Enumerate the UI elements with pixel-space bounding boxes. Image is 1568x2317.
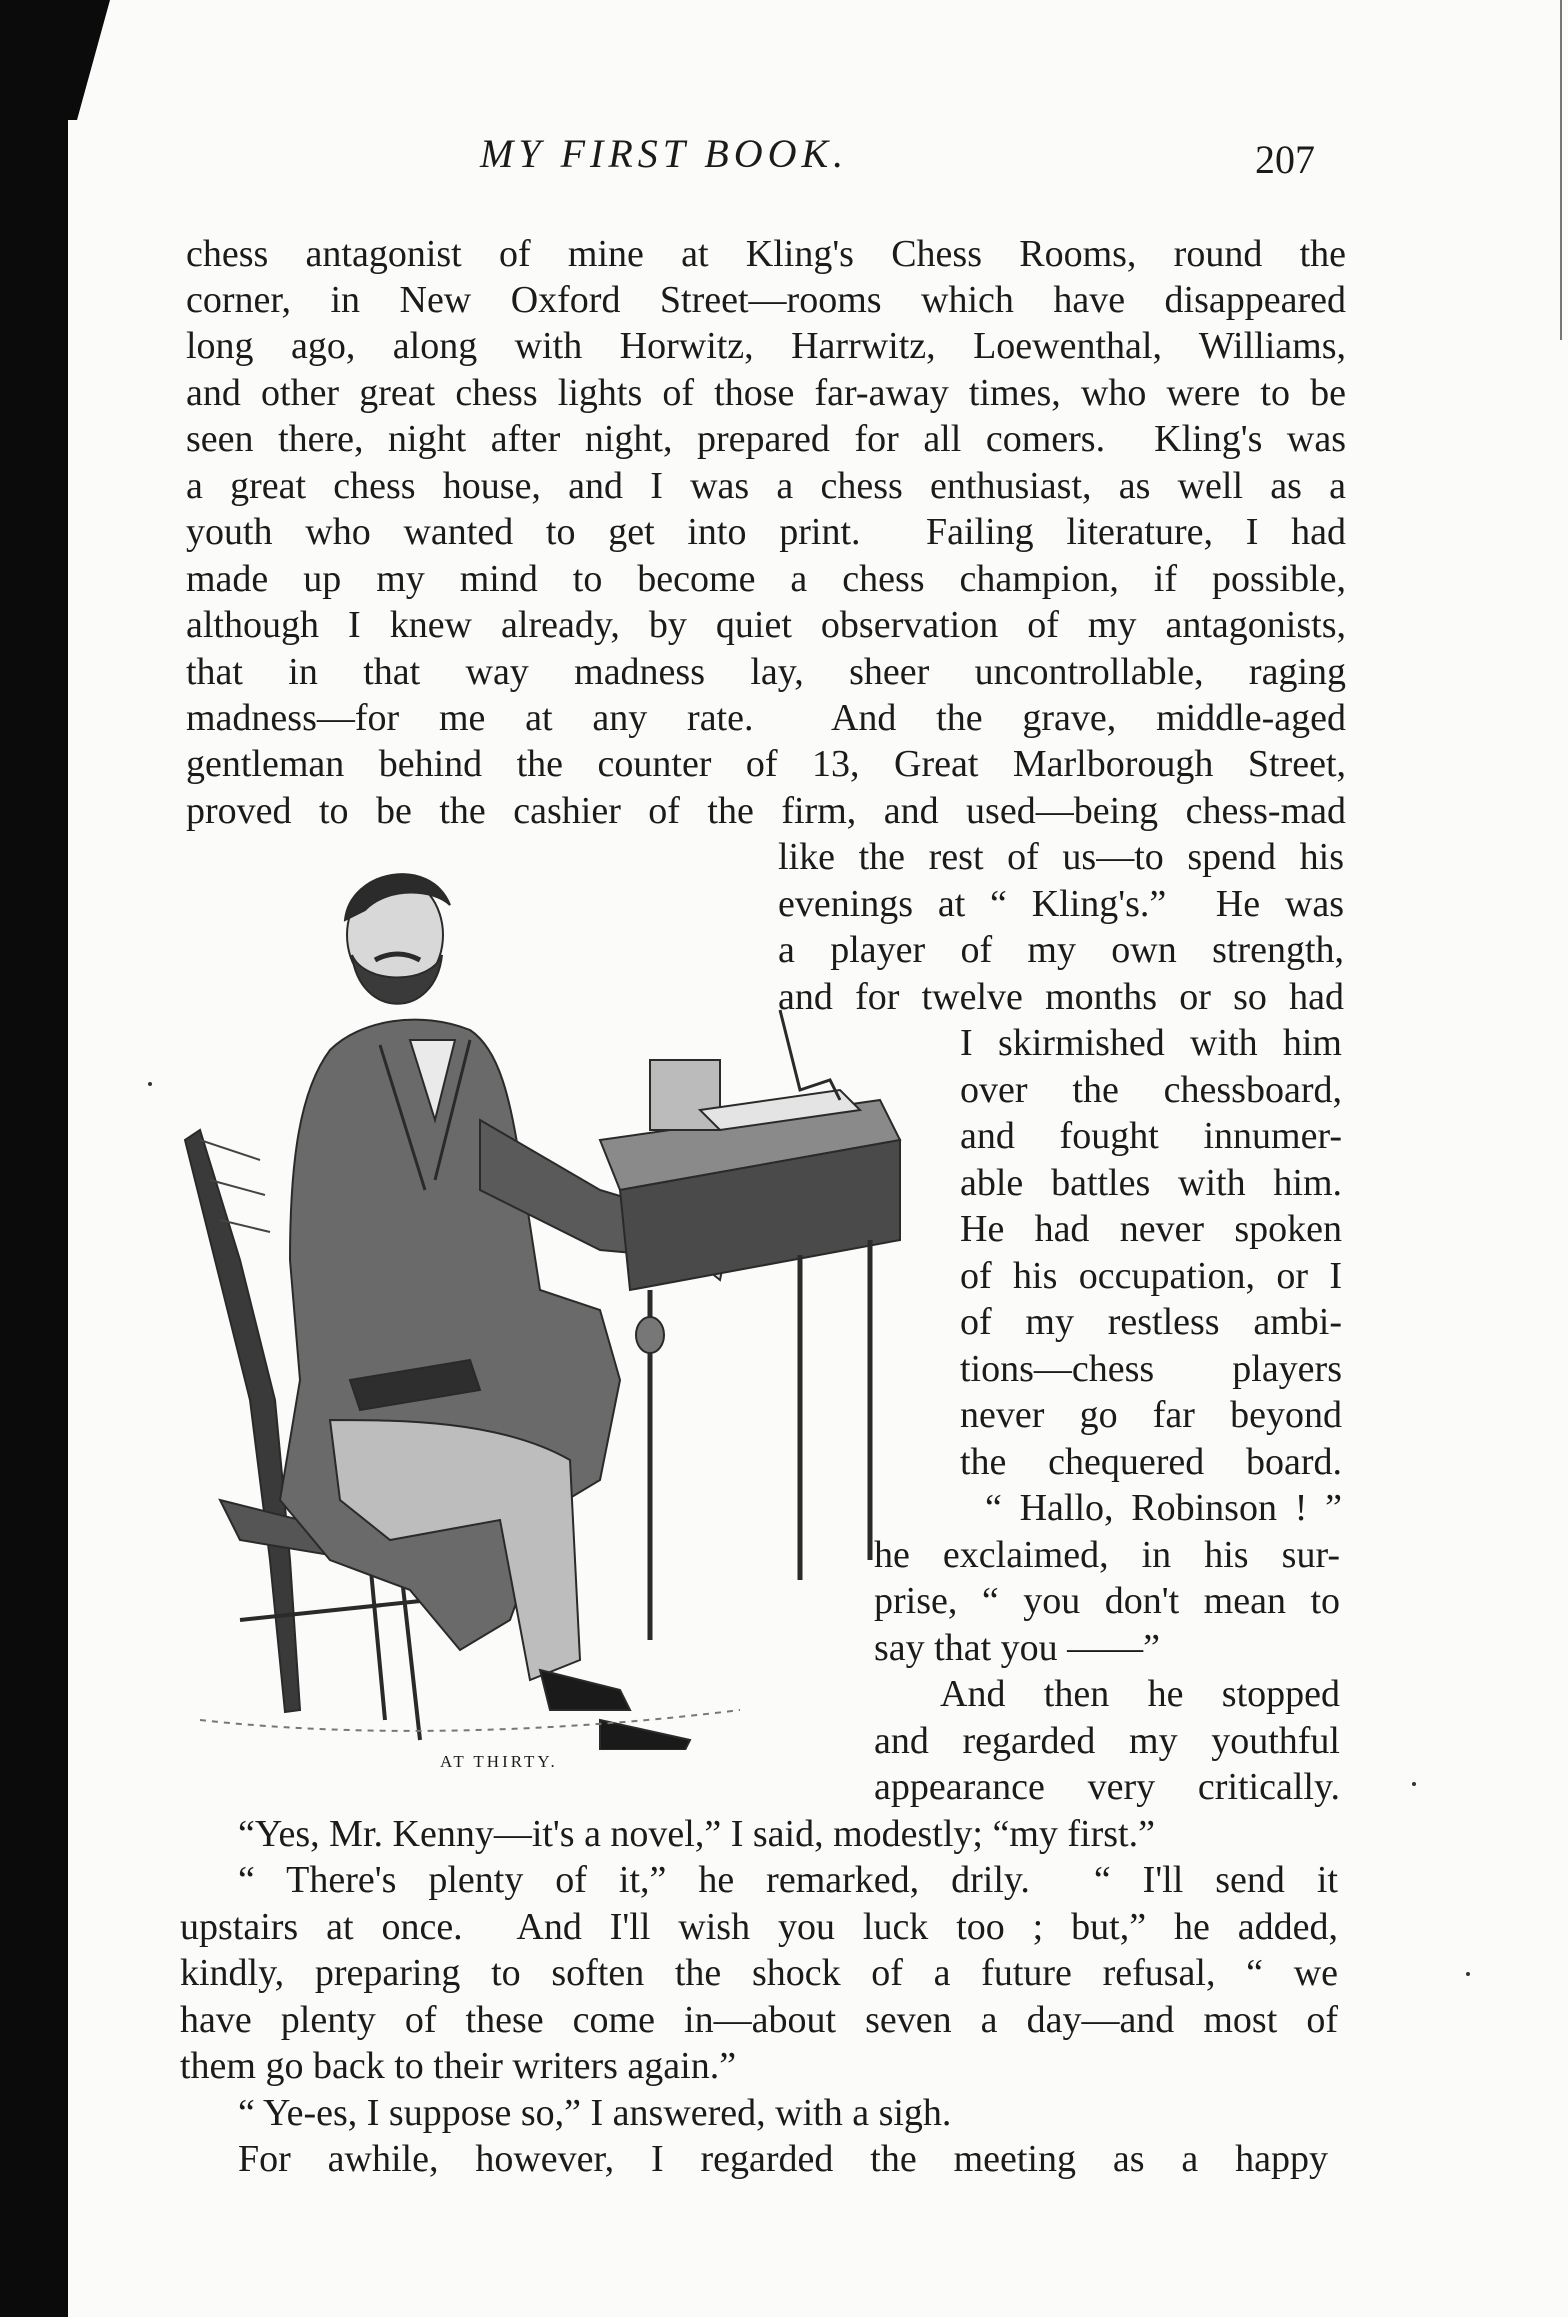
body-line: that in that way madness lay, sheer uncontrollable, raging xyxy=(186,651,1346,693)
body-line: “ There's plenty of it,” he remarked, drily. “ I'll send it xyxy=(238,1859,1338,1901)
body-line: and for twelve months or so had xyxy=(778,976,1344,1018)
body-line: “Yes, Mr. Kenny—it's a novel,” I said, modestly; “my first.” xyxy=(238,1813,1155,1855)
running-title: MY FIRST BOOK. xyxy=(480,131,849,176)
body-line: say that you ——” xyxy=(874,1627,1161,1669)
body-line: chess antagonist of mine at Kling's Chess Rooms, round the xyxy=(186,233,1346,275)
chair-back xyxy=(185,1130,300,1712)
body-line: gentleman behind the counter of 13, Great Marlborough Street, xyxy=(186,743,1346,785)
body-line: evenings at “ Kling's.” He was xyxy=(778,883,1344,925)
body-line: of his occupation, or I xyxy=(960,1255,1342,1297)
body-line: seen there, night after night, prepared for all comers. Kling's was xyxy=(186,418,1346,460)
body-line: like the rest of us—to spend his xyxy=(778,836,1344,878)
body-line: and fought innumer- xyxy=(960,1115,1342,1157)
body-line: of my restless ambi- xyxy=(960,1301,1342,1343)
body-line: he exclaimed, in his sur- xyxy=(874,1534,1340,1576)
portrait-engraving-icon xyxy=(180,860,910,1750)
desk-knob xyxy=(636,1317,664,1353)
body-line: proved to be the cashier of the firm, and used—being chess-mad xyxy=(186,790,1346,832)
body-line: upstairs at once. And I'll wish you luck too ; but,” he added, xyxy=(180,1906,1338,1948)
body-line: appearance very critically. xyxy=(874,1766,1340,1808)
body-line: made up my mind to become a chess champion, if possible, xyxy=(186,558,1346,600)
page-edge-rule xyxy=(1560,0,1562,340)
body-line: For awhile, however, I regarded the meeting as a happy xyxy=(238,2138,1328,2180)
binding-corner xyxy=(0,0,110,120)
body-line: over the chessboard, xyxy=(960,1069,1342,1111)
ink-speck xyxy=(1412,1782,1416,1786)
body-line: and other great chess lights of those far-away times, who were to be xyxy=(186,372,1346,414)
body-line: a great chess house, and I was a chess enthusiast, as well as a xyxy=(186,465,1346,507)
body-line: prise, “ you don't mean to xyxy=(874,1580,1340,1622)
body-line: long ago, along with Horwitz, Harrwitz, Loewenthal, Williams, xyxy=(186,325,1346,367)
boot xyxy=(600,1720,690,1750)
body-line: never go far beyond xyxy=(960,1394,1342,1436)
desk-leg xyxy=(650,1240,870,1640)
body-line: able battles with him. xyxy=(960,1162,1342,1204)
body-line: corner, in New Oxford Street—rooms which have disappeared xyxy=(186,279,1346,321)
boot xyxy=(540,1670,630,1710)
floor-shadow xyxy=(200,1710,740,1731)
body-line: tions—chess players xyxy=(960,1348,1342,1390)
body-line: He had never spoken xyxy=(960,1208,1342,1250)
body-line: and regarded my youthful xyxy=(874,1720,1340,1762)
body-line: And then he stopped xyxy=(940,1673,1340,1715)
binding-edge xyxy=(0,0,68,2317)
ink-speck xyxy=(148,1082,152,1086)
body-line: I skirmished with him xyxy=(960,1022,1342,1064)
page-number: 207 xyxy=(1255,137,1315,182)
body-line: “ Ye-es, I suppose so,” I answered, with a sigh. xyxy=(238,2092,952,2134)
illustration-caption: AT THIRTY. xyxy=(440,1752,558,1771)
body-line: kindly, preparing to soften the shock of a future refusal, “ we xyxy=(180,1952,1338,1994)
body-line: although I knew already, by quiet observation of my antagonists, xyxy=(186,604,1346,646)
body-line: madness—for me at any rate. And the grave, middle-aged xyxy=(186,697,1346,739)
desk-lamp xyxy=(780,1010,840,1100)
body-line: a player of my own strength, xyxy=(778,929,1344,971)
body-line: “ Hallo, Robinson ! ” xyxy=(985,1487,1342,1529)
body-line: them go back to their writers again.” xyxy=(180,2045,737,2087)
body-line: the chequered board. xyxy=(960,1441,1342,1483)
body-line: have plenty of these come in—about seven a day—and most of xyxy=(180,1999,1338,2041)
body-line: youth who wanted to get into print. Failing literature, I had xyxy=(186,511,1346,553)
ink-speck xyxy=(1466,1972,1470,1976)
